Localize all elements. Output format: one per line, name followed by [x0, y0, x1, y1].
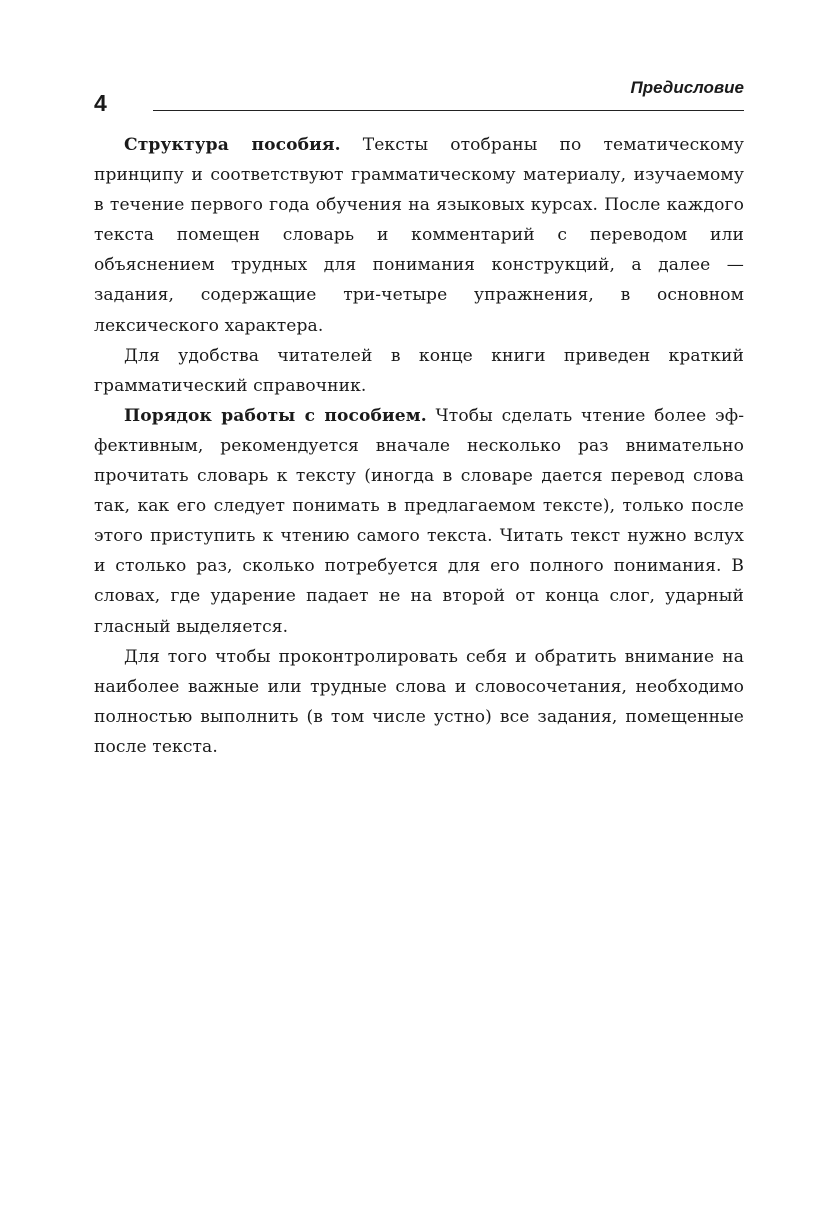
- paragraph-text: Чтобы сделать чтение более эффективным, рекомендуется вначале несколько раз внимательно прочитать словарь к тексту (иногда в словаре дается перевод слова так, как его следует понимать в предлагаемом тексте), только после этого приступить к чтению самого текста. Читать текст нужно вслух и столько раз, сколько потребуется для его полного понимания. В словах, где ударение падает не на второй от конца слог, ударный гласный выделяется.: [94, 405, 744, 637]
- paragraph-workflow: [94, 401, 744, 642]
- paragraph-reference: [94, 341, 744, 401]
- paragraph-text: Для того чтобы проконтролировать себя и обратить внимание на наиболее важные или трудные слова и словосочетания, необходимо полностью выполнить (в том числе устно) все задания, помещенные после текста.: [94, 646, 744, 757]
- paragraph-exercises: [94, 642, 744, 762]
- paragraph-structure: [94, 130, 744, 341]
- paragraph-lead: Структура пособия.: [124, 135, 341, 155]
- body-text: [94, 130, 744, 762]
- paragraph-text: Для удобства читателей в конце книги приведен краткий грамматический справочник.: [94, 345, 744, 396]
- header-rule: [153, 110, 744, 111]
- paragraph-lead: Порядок работы с пособием.: [124, 405, 427, 426]
- page-number: 4: [94, 90, 107, 116]
- paragraph-text: Тексты отобраны по тематическому принципу и соответствуют грамматическому материалу, изучаемому в течение первого года обучения на языковых курсах. После каждого текста помещен словарь и комментарий с переводом или объяснением трудных для понимания конструкций, а далее — задания, содержащие три-четыре упражнения, в основном лексического характера.: [94, 135, 744, 336]
- running-head: Предисловие: [630, 78, 744, 97]
